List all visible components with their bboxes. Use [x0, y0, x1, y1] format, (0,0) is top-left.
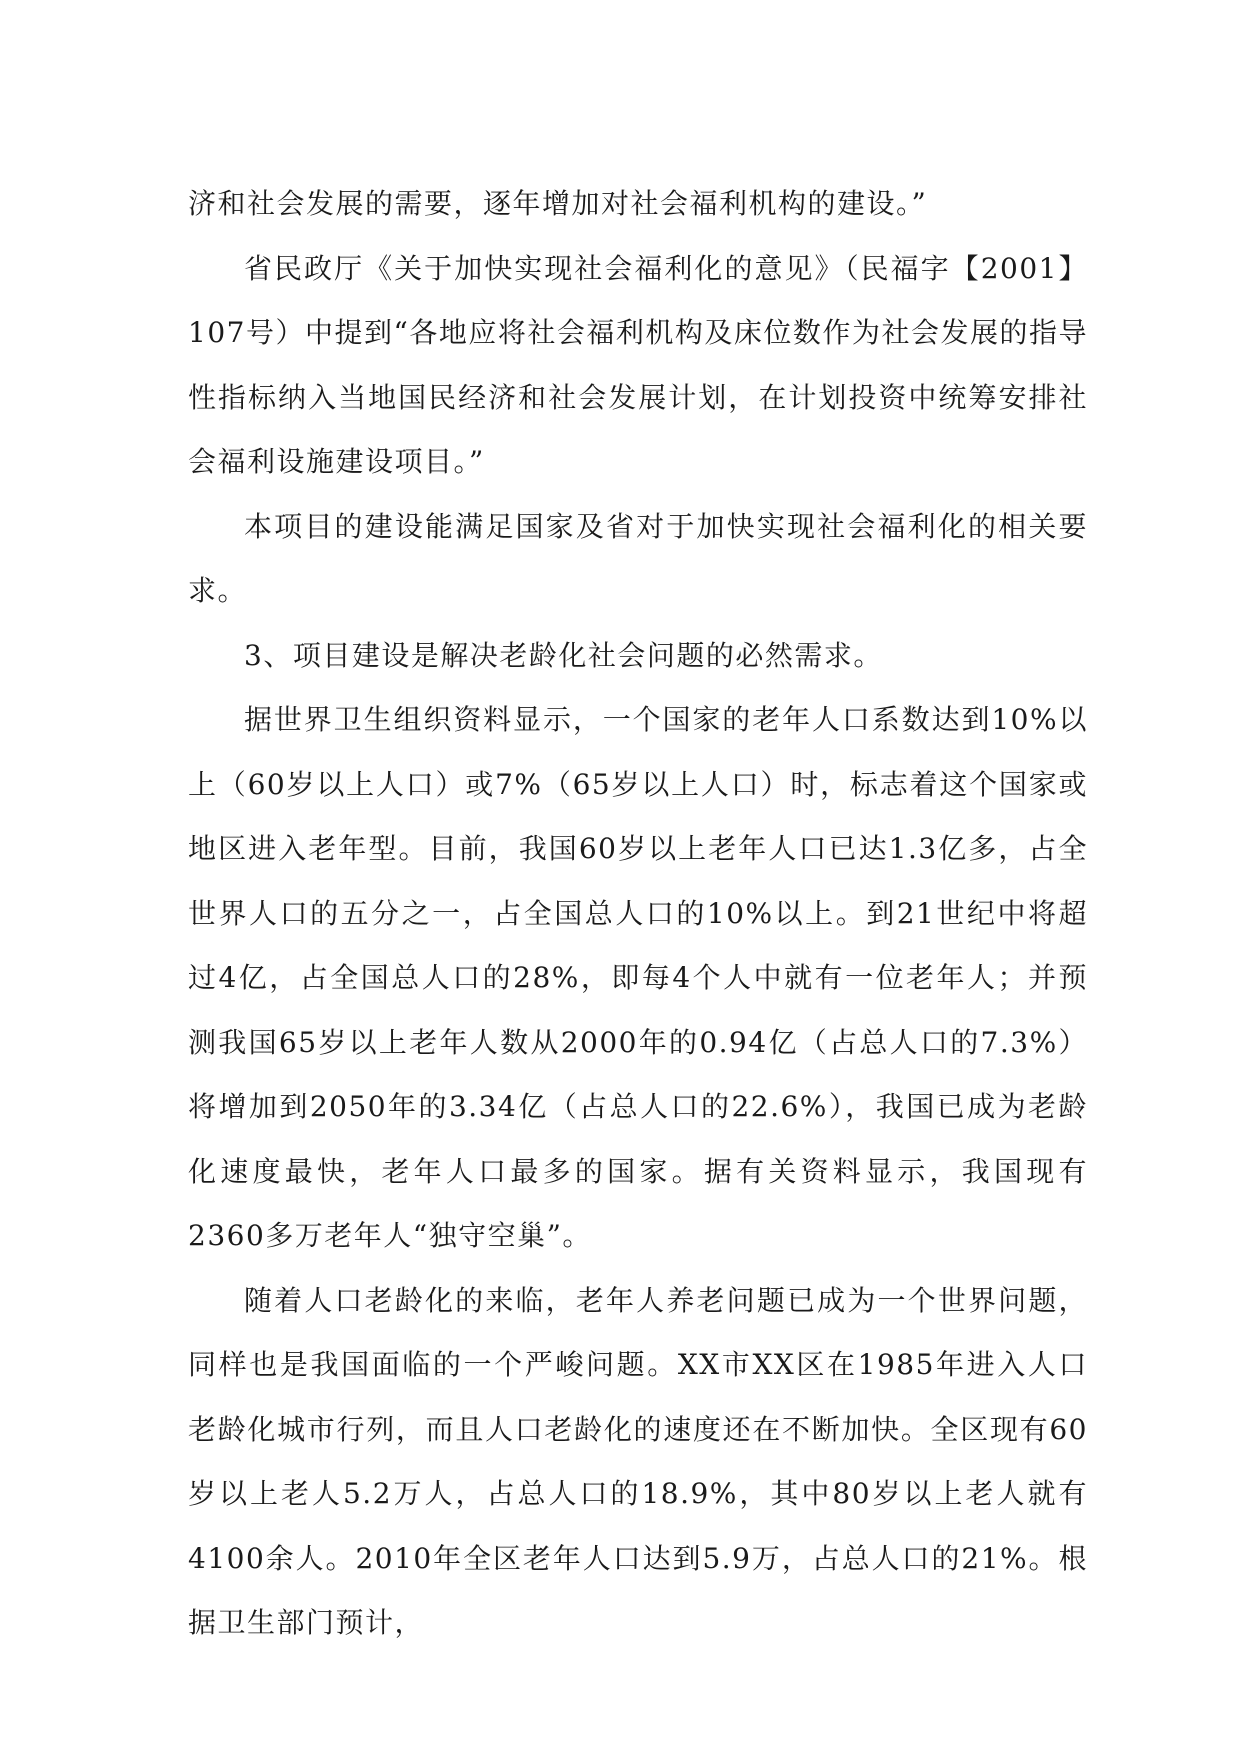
paragraph-provincial-opinion: 省民政厅《关于加快实现社会福利化的意见》（民福字【2001】107号）中提到“各地应将社会福利机构及床位数作为社会发展的指导性指标纳入当地国民经济和社会发展计划，在计划投资中统筹安排社会福利设施建设项目。” — [188, 251, 1088, 478]
paragraph-aging-statistics: 据世界卫生组织资料显示，一个国家的老年人口系数达到10%以上（60岁以上人口）或7%（65岁以上人口）时，标志着这个国家或地区进入老年型。目前，我国60岁以上老年人口已达1.3亿多，占全世界人口的五分之一，占全国总人口的10%以上。到21世纪中将超过4亿，占全国总人口的28%，即每4个人中就有一位老年人；并预测我国65岁以上老年人数从2000年的0.94亿（占总人口的7.3%）将增加到2050年的3.34亿（占总人口的22.6%），我国已成为老龄化速度最快，老年人口最多的国家。据有关资料显示，我国现有2360多万老年人“独守空巢”。 — [188, 703, 1088, 1252]
paragraph-continuation: 济和社会发展的需要，逐年增加对社会福利机构的建设。” — [188, 187, 928, 220]
paragraph-local-aging: 随着人口老龄化的来临，老年人养老问题已成为一个世界问题，同样也是我国面临的一个严峻问题。XX市XX区在1985年进入人口老龄化城市行列，而且人口老龄化的速度还在不断加快。全区现有60岁以上老人5.2万人，占总人口的18.9%，其中80岁以上老人就有4100余人。2010年全区老年人口达到5.9万，占总人口的21%。根据卫生部门预计， — [188, 1283, 1088, 1639]
section-heading-aging: 3、项目建设是解决老龄化社会问题的必然需求。 — [244, 638, 883, 672]
body-text — [188, 172, 1088, 1656]
paragraph-project-requirement: 本项目的建设能满足国家及省对于加快实现社会福利化的相关要求。 — [188, 509, 1088, 607]
